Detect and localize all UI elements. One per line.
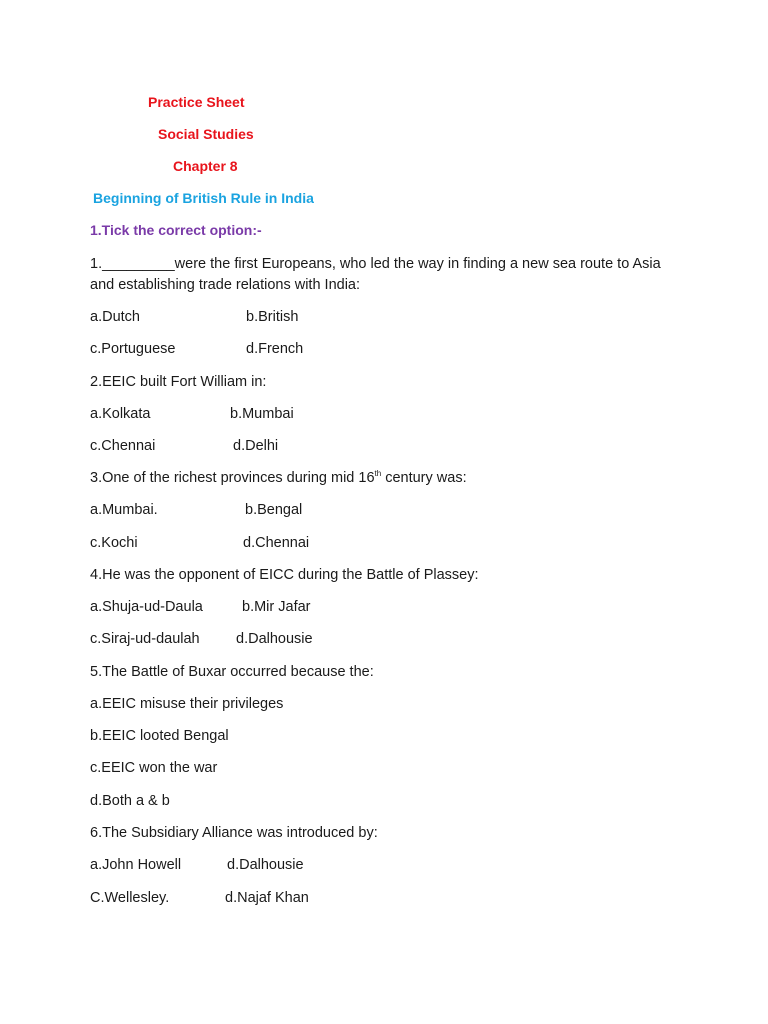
question-3-prompt-superscript: th bbox=[374, 469, 382, 479]
question-5-prompt: 5.The Battle of Buxar occurred because the: bbox=[90, 664, 374, 680]
question-1-prompt: 1._________were the first Europeans, who led the way in finding a new sea route to Asia and establishing trade relations with India: bbox=[90, 256, 661, 293]
question-6-option-a: a.John Howell bbox=[90, 857, 182, 873]
question-5-option-d: d.Both a & b bbox=[90, 793, 170, 809]
question-3-prompt-after: century was: bbox=[381, 470, 467, 486]
question-4-option-a: a.Shuja-ud-Daula bbox=[90, 599, 203, 615]
subject-heading: Social Studies bbox=[158, 126, 254, 142]
question-6-option-c: C.Wellesley. bbox=[90, 890, 170, 906]
sheet-title: Practice Sheet bbox=[148, 94, 245, 110]
question-3-option-b: b.Bengal bbox=[245, 502, 303, 518]
question-5-option-b: b.EEIC looted Bengal bbox=[90, 728, 229, 744]
question-3-option-c: c.Kochi bbox=[90, 535, 138, 551]
question-6-option-b: d.Dalhousie bbox=[227, 857, 304, 873]
question-2-option-c: c.Chennai bbox=[90, 438, 156, 454]
question-2-option-a: a.Kolkata bbox=[90, 406, 151, 422]
chapter-heading: Chapter 8 bbox=[173, 158, 238, 174]
question-1-option-b: b.British bbox=[246, 309, 299, 325]
question-2-prompt: 2.EEIC built Fort William in: bbox=[90, 374, 267, 390]
question-4-option-d: d.Dalhousie bbox=[236, 631, 313, 647]
question-3-prompt-before: 3.One of the richest provinces during mid 16 bbox=[90, 470, 375, 486]
question-1-option-c: c.Portuguese bbox=[90, 341, 176, 357]
question-2-option-d: d.Delhi bbox=[233, 438, 279, 454]
question-6-option-d: d.Najaf Khan bbox=[225, 890, 309, 906]
question-1-option-d: d.French bbox=[246, 341, 304, 357]
section-heading: 1.Tick the correct option:- bbox=[90, 222, 262, 238]
question-6-prompt: 6.The Subsidiary Alliance was introduced by: bbox=[90, 825, 378, 841]
question-3-option-d: d.Chennai bbox=[243, 535, 310, 551]
question-4-option-c: c.Siraj-ud-daulah bbox=[90, 631, 200, 647]
question-4-prompt: 4.He was the opponent of EICC during the Battle of Plassey: bbox=[90, 567, 479, 583]
question-2-option-b: b.Mumbai bbox=[230, 406, 294, 422]
question-4-option-b: b.Mir Jafar bbox=[242, 599, 311, 615]
question-3-option-a: a.Mumbai. bbox=[90, 502, 158, 518]
question-5-option-c: c.EEIC won the war bbox=[90, 760, 218, 776]
question-3-prompt bbox=[90, 468, 467, 489]
question-5-option-a: a.EEIC misuse their privileges bbox=[90, 696, 284, 712]
question-1-option-a: a.Dutch bbox=[90, 309, 140, 325]
topic-heading: Beginning of British Rule in India bbox=[93, 190, 314, 206]
